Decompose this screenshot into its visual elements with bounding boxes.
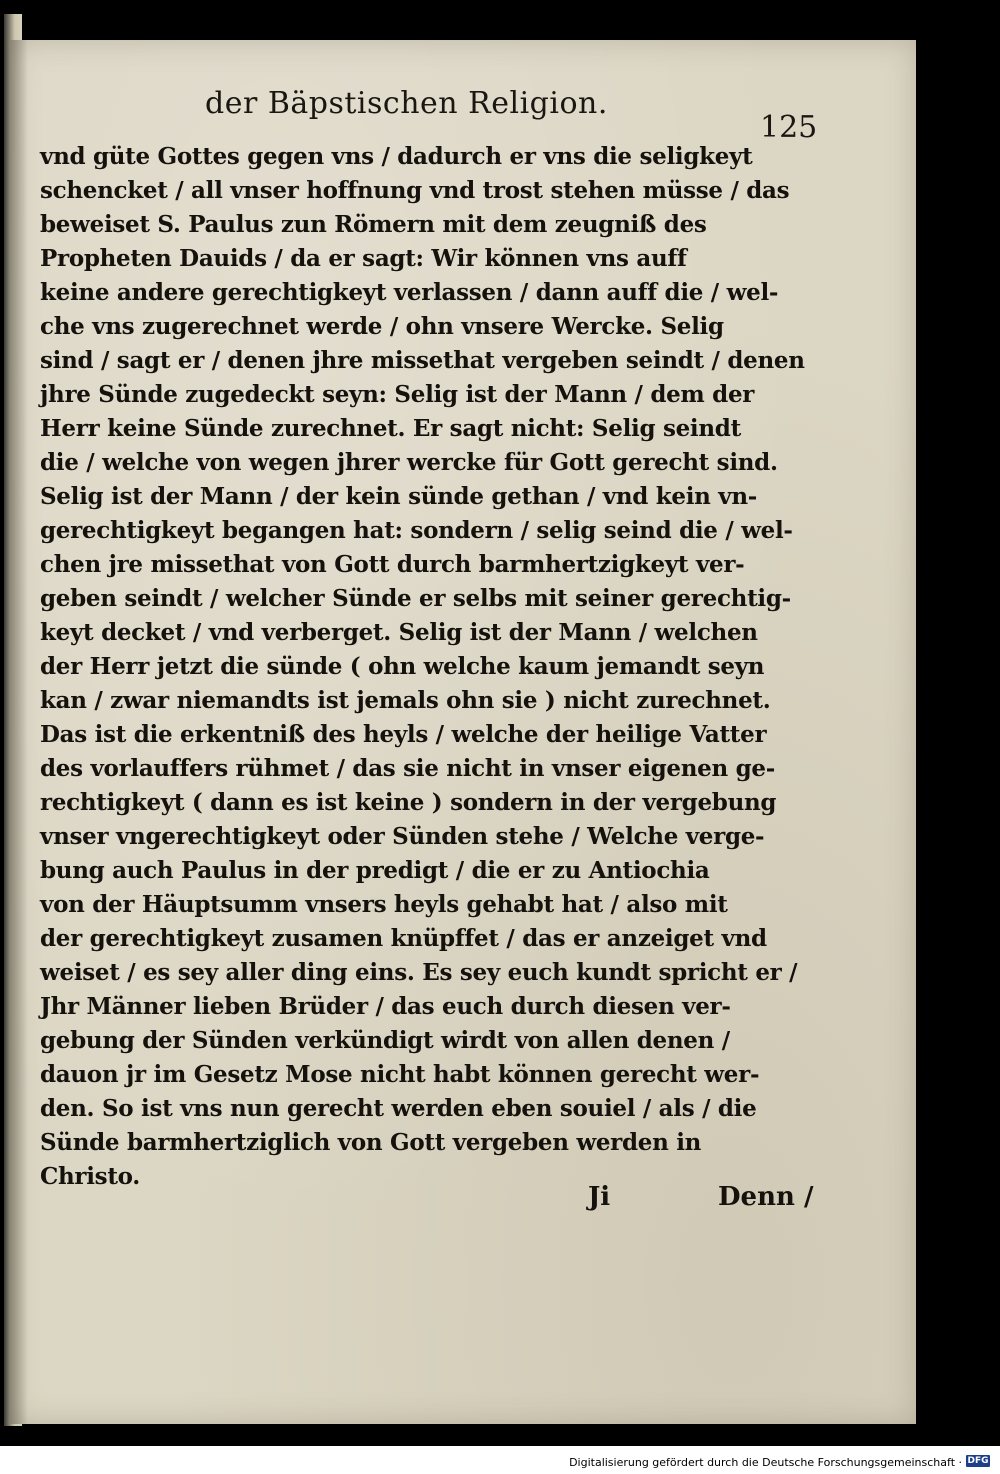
text-line: der Herr jetzt die sünde ( ohn welche kaum jemandt seyn — [40, 653, 765, 680]
text-line: rechtigkeyt ( dann es ist keine ) sondern in der vergebung — [40, 789, 777, 816]
spine-shadow — [10, 40, 28, 1424]
text-line: dauon jr im Gesetz Mose nicht habt können gerecht wer‑ — [40, 1061, 760, 1088]
text-line: gebung der Sünden verkündigt wirdt von allen denen / — [40, 1027, 730, 1054]
text-line: Sünde barmhertziglich von Gott vergeben werden in — [40, 1129, 702, 1156]
text-line: von der Häuptsumm vnsers heyls gehabt hat / also mit — [40, 891, 728, 918]
text-line: keine andere gerechtigkeyt verlassen / dann auff die / wel‑ — [40, 279, 779, 306]
text-line: beweiset S. Paulus zun Römern mit dem zeugniß des — [40, 211, 707, 238]
text-line: keyt decket / vnd verberget. Selig ist der Mann / welchen — [40, 619, 758, 646]
text-line: Selig ist der Mann / der kein sünde gethan / vnd kein vn‑ — [40, 483, 758, 510]
text-line: Jhr Männer lieben Brüder / das euch durch diesen ver‑ — [40, 993, 731, 1020]
text-line: Christo. — [40, 1163, 140, 1190]
text-line: Herr keine Sünde zurechnet. Er sagt nicht: Selig seindt — [40, 415, 741, 442]
text-line: Propheten Dauids / da er sagt: Wir können vns auff — [40, 245, 687, 272]
text-line: chen jre missethat von Gott durch barmhertzigkeyt ver‑ — [40, 551, 745, 578]
funding-note: Digitalisierung gefördert durch die Deutsche Forschungsgemeinschaft · — [569, 1456, 962, 1469]
text-line: schencket / all vnser hoffnung vnd trost stehen müsse / das — [40, 177, 790, 204]
catchword: Denn / — [718, 1182, 814, 1212]
text-line: des vorlauffers rühmet / das sie nicht in vnser eigenen ge‑ — [40, 755, 776, 782]
text-line: die / welche von wegen jhrer wercke für Gott gerecht sind. — [40, 449, 778, 476]
text-line: gerechtigkeyt begangen hat: sondern / selig seind die / wel‑ — [40, 517, 793, 544]
page-number: 125 — [760, 110, 818, 145]
text-line: vnd güte Gottes gegen vns / dadurch er vns die seligkeyt — [40, 143, 753, 170]
text-line: bung auch Paulus in der predigt / die er zu Antiochia — [40, 857, 710, 884]
text-line: den. So ist vns nun gerecht werden eben souiel / als / die — [40, 1095, 757, 1122]
text-line: der gerechtigkeyt zusamen knüpffet / das er anzeiget vnd — [40, 925, 767, 952]
text-line: weiset / es sey aller ding eins. Es sey euch kundt spricht er / — [40, 959, 798, 986]
text-line: kan / zwar niemandts ist jemals ohn sie ) nicht zurechnet. — [40, 687, 771, 714]
body-text — [40, 140, 815, 1194]
text-line: jhre Sünde zugedeckt seyn: Selig ist der Mann / dem der — [40, 381, 755, 408]
text-line: vnser vngerechtigkeyt oder Sünden stehe / Welche verge‑ — [40, 823, 765, 850]
running-head: der Bäpstischen Religion. — [205, 86, 608, 121]
text-line: Das ist die erkentniß des heyls / welche der heilige Vatter — [40, 721, 767, 748]
text-line: che vns zugerechnet werde / ohn vnsere Wercke. Selig — [40, 313, 724, 340]
text-line: geben seindt / welcher Sünde er selbs mit seiner gerechtig‑ — [40, 585, 791, 612]
text-line: sind / sagt er / denen jhre missethat vergeben seindt / denen — [40, 347, 805, 374]
dfg-logo-icon: DFG — [967, 1456, 989, 1466]
signature-mark: Ji — [588, 1182, 611, 1212]
